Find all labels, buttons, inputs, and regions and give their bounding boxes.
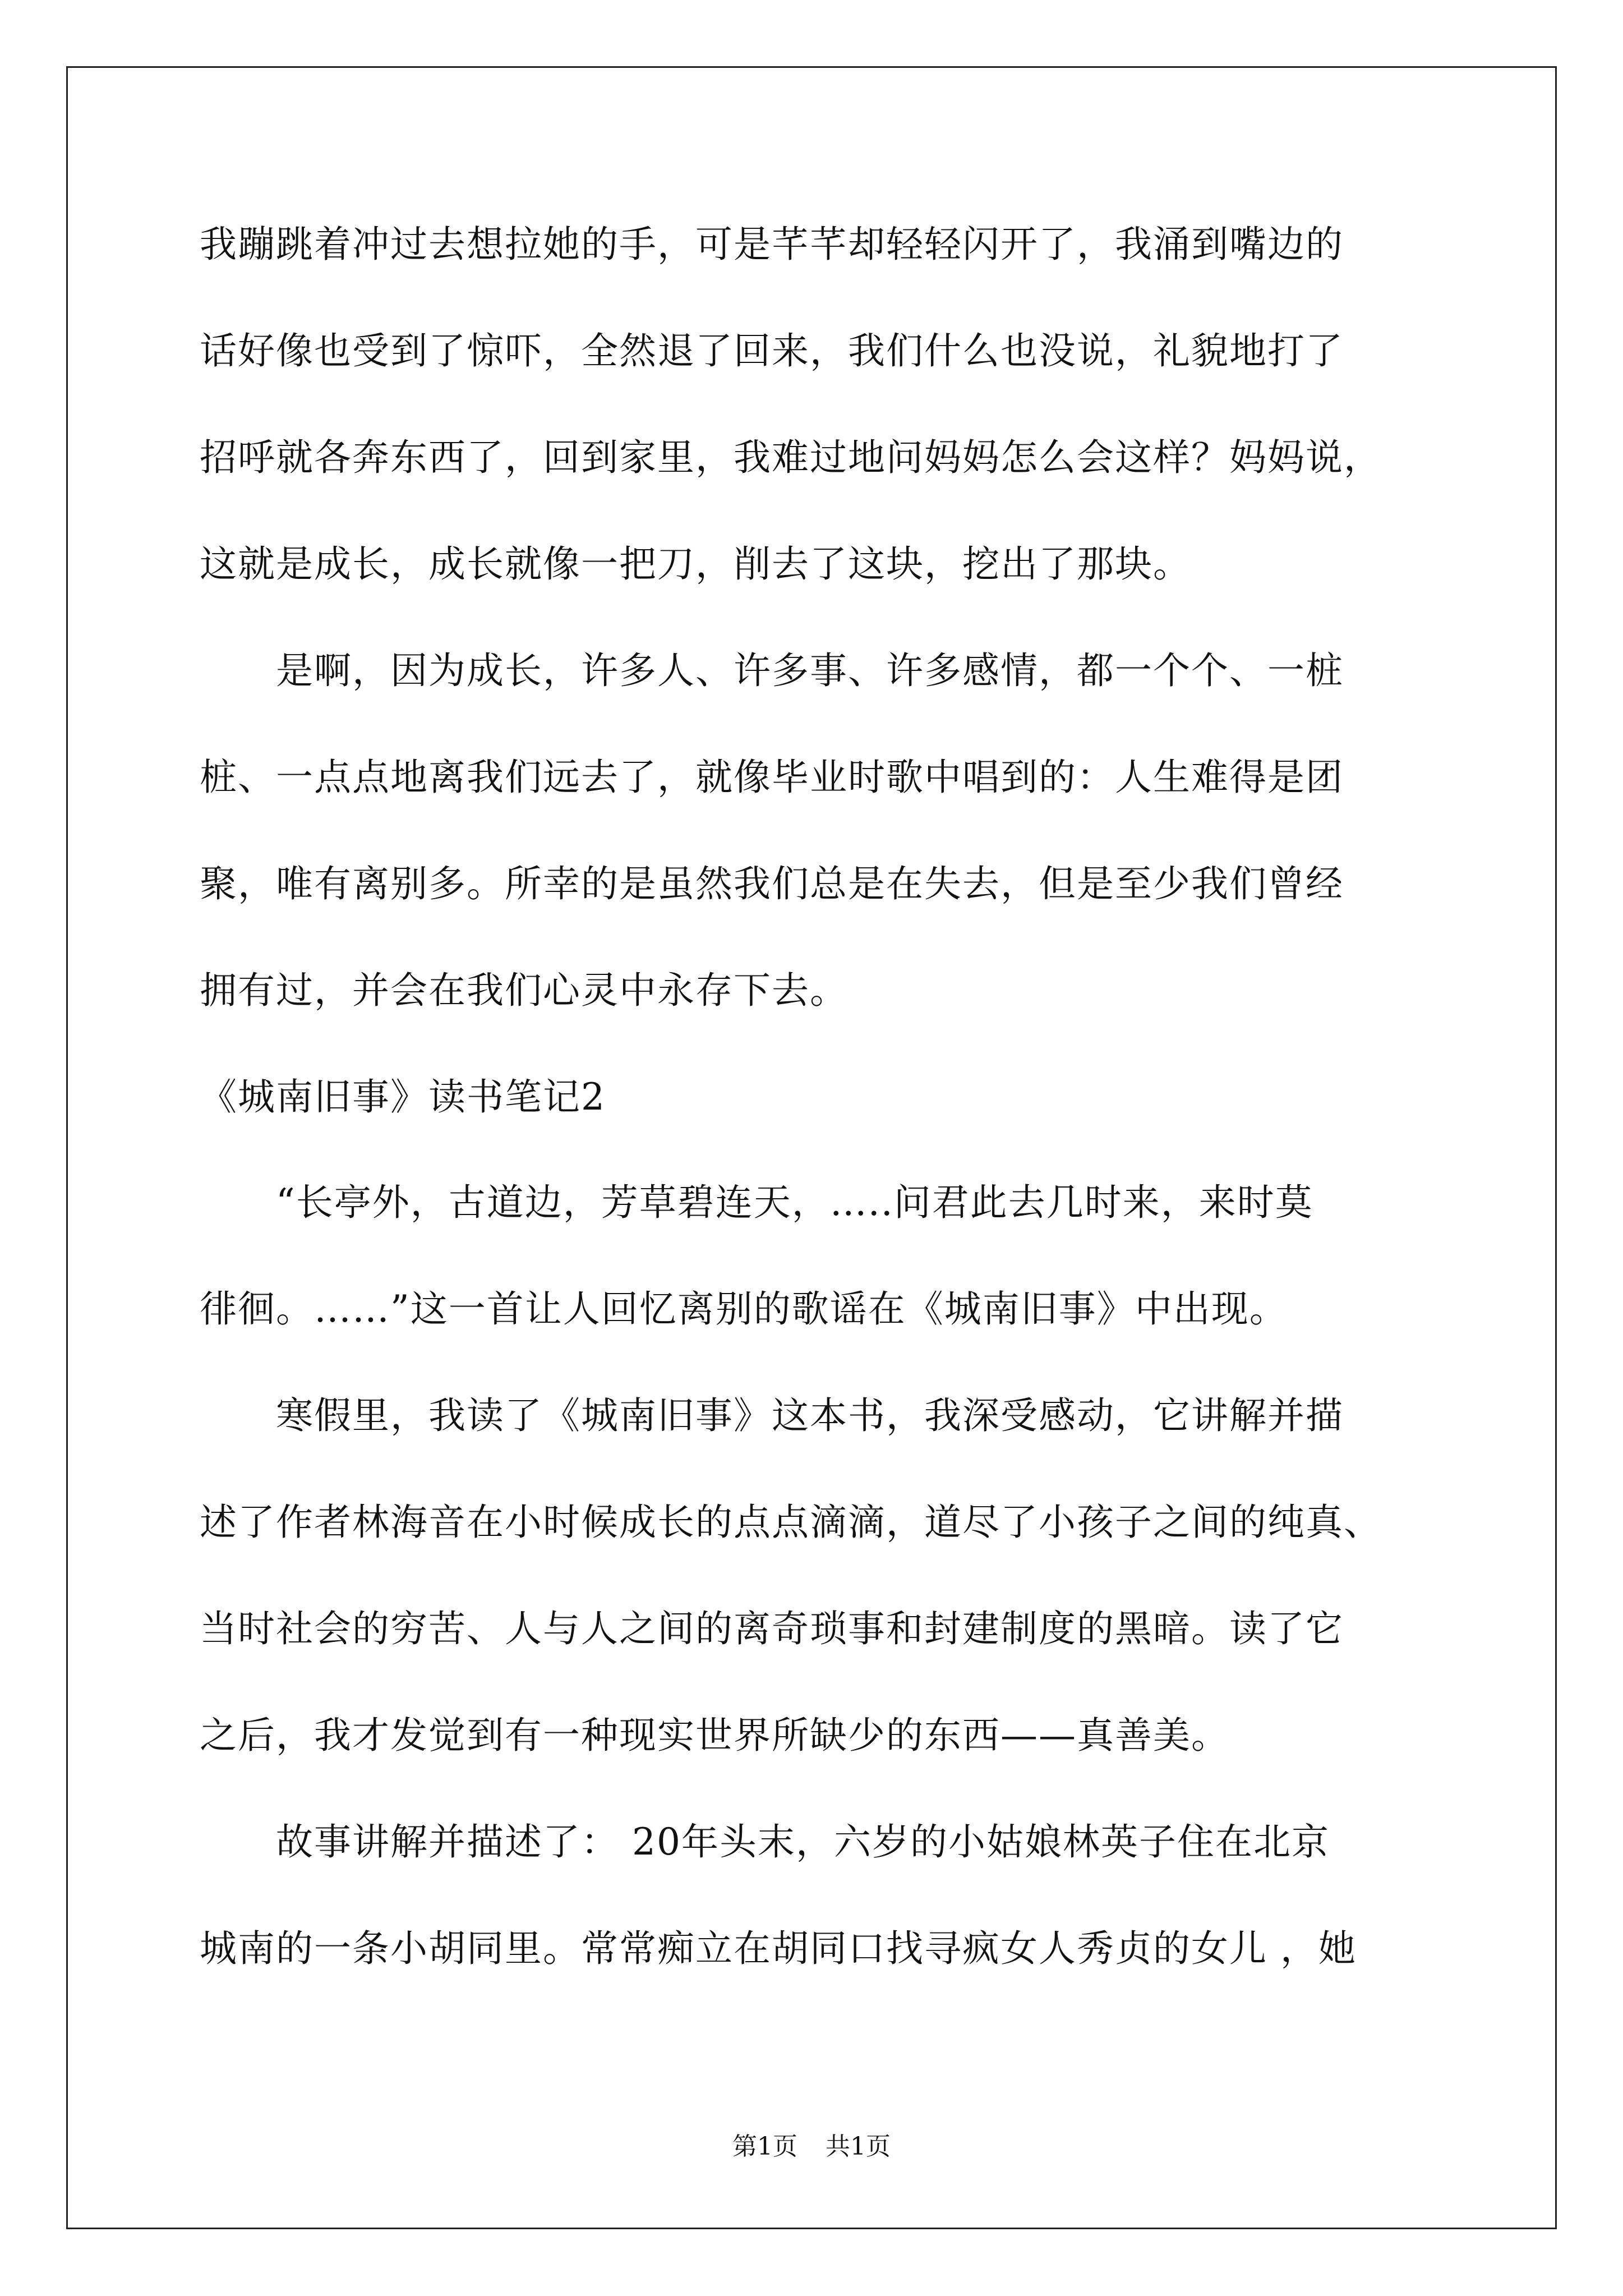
section-heading: 《城南旧事》读书笔记2 bbox=[200, 1075, 606, 1119]
page-total: 共1页 bbox=[826, 2132, 891, 2161]
text-line: 话好像也受到了惊吓，全然退了回来，我们什么也没说，礼貌地打了 bbox=[200, 329, 1344, 372]
text-line: “长亭外，古道边，芳草碧连天，…..问君此去几时来，来时莫 bbox=[200, 1181, 1313, 1224]
text-line: 招呼就各奔东西了，回到家里，我难过地问妈妈怎么会这样？妈妈说， bbox=[200, 436, 1382, 479]
text-line: 拥有过，并会在我们心灵中永存下去。 bbox=[200, 969, 848, 1012]
text-line: 这就是成长，成长就像一把刀，削去了这块，挖出了那块。 bbox=[200, 542, 1191, 586]
text-line: 聚，唯有离别多。所幸的是虽然我们总是在失去，但是至少我们曾经 bbox=[200, 862, 1344, 905]
text-line: 当时社会的穷苦、人与人之间的离奇琐事和封建制度的黑暗。读了它 bbox=[200, 1607, 1344, 1650]
text-line: 寒假里，我读了《城南旧事》这本书，我深受感动，它讲解并描 bbox=[200, 1394, 1344, 1437]
text-line: 徘徊。……”这一首让人回忆离别的歌谣在《城南旧事》中出现。 bbox=[200, 1287, 1288, 1331]
page-number: 第1页 bbox=[732, 2132, 797, 2161]
text-line: 故事讲解并描述了： 20年头末，六岁的小姑娘林英子住在北京 bbox=[200, 1820, 1330, 1864]
text-line: 我蹦跳着冲过去想拉她的手，可是芊芊却轻轻闪开了，我涌到嘴边的 bbox=[200, 223, 1344, 266]
text-line: 城南的一条小胡同里。常常痴立在胡同口找寻疯女人秀贞的女儿 ，她 bbox=[200, 1927, 1357, 1970]
text-line: 桩、一点点地离我们远去了，就像毕业时歌中唱到的：人生难得是团 bbox=[200, 756, 1344, 799]
text-line: 是啊，因为成长，许多人、许多事、许多感情，都一个个、一桩 bbox=[200, 649, 1344, 692]
document-body bbox=[200, 213, 1469, 2024]
page-footer bbox=[0, 2126, 1623, 2162]
text-line: 述了作者林海音在小时候成长的点点滴滴，道尽了小孩子之间的纯真、 bbox=[200, 1501, 1382, 1544]
text-line: 之后，我才发觉到有一种现实世界所缺少的东西——真善美。 bbox=[200, 1714, 1229, 1757]
